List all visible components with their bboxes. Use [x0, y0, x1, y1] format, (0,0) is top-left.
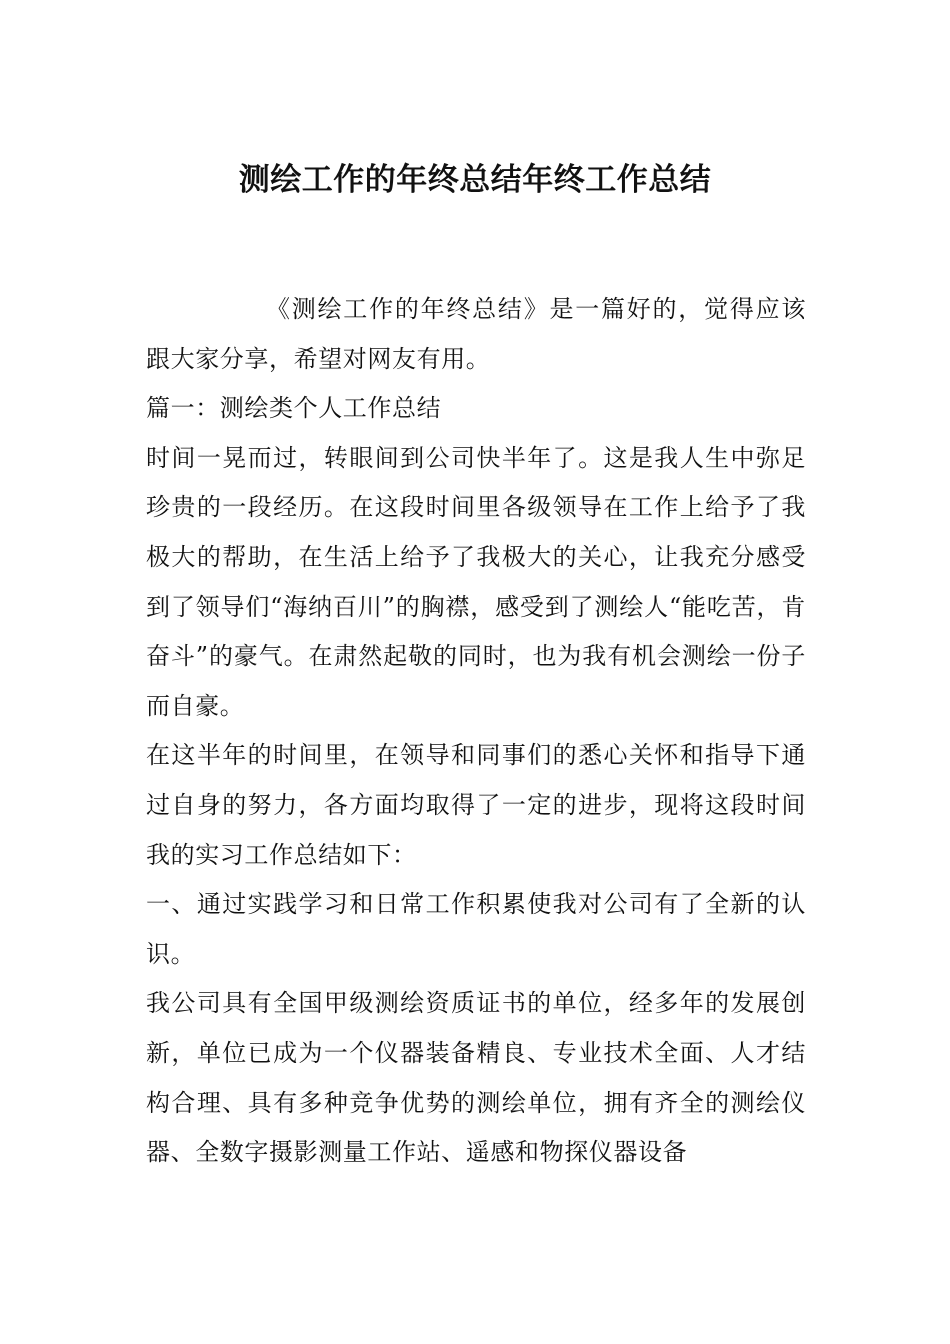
intro-paragraph: 《测绘工作的年终总结》是一篇好的，觉得应该跟大家分享，希望对网友有用。: [146, 295, 806, 373]
body-paragraph: 我公司具有全国甲级测绘资质证书的单位，经多年的发展创新，单位已成为一个仪器装备精良、专业技术全面、人才结构合理、具有多种竞争优势的测绘单位，拥有齐全的测绘仪器、全数字摄影测量工作站、遥感和物探仪器设备: [146, 989, 806, 1167]
body-paragraph: 在这半年的时间里，在领导和同事们的悉心关怀和指导下通过自身的努力，各方面均取得了一定的进步，现将这段时间我的实习工作总结如下：: [146, 741, 806, 869]
subsection-heading: 一、通过实践学习和日常工作积累使我对公司有了全新的认识。: [146, 890, 806, 968]
body-paragraph: 时间一晃而过，转眼间到公司快半年了。这是我人生中弥足珍贵的一段经历。在这段时间里各级领导在工作上给予了我极大的帮助，在生活上给予了我极大的关心，让我充分感受到了领导们“海纳百川”的胸襟，感受到了测绘人“能吃苦，肯奋斗”的豪气。在肃然起敬的同时，也为我有机会测绘一份子而自豪。: [146, 443, 806, 720]
document-title: 测绘工作的年终总结年终工作总结: [238, 162, 712, 198]
section-heading: 篇一：测绘类个人工作总结: [146, 394, 442, 423]
document-body: [146, 285, 806, 1178]
